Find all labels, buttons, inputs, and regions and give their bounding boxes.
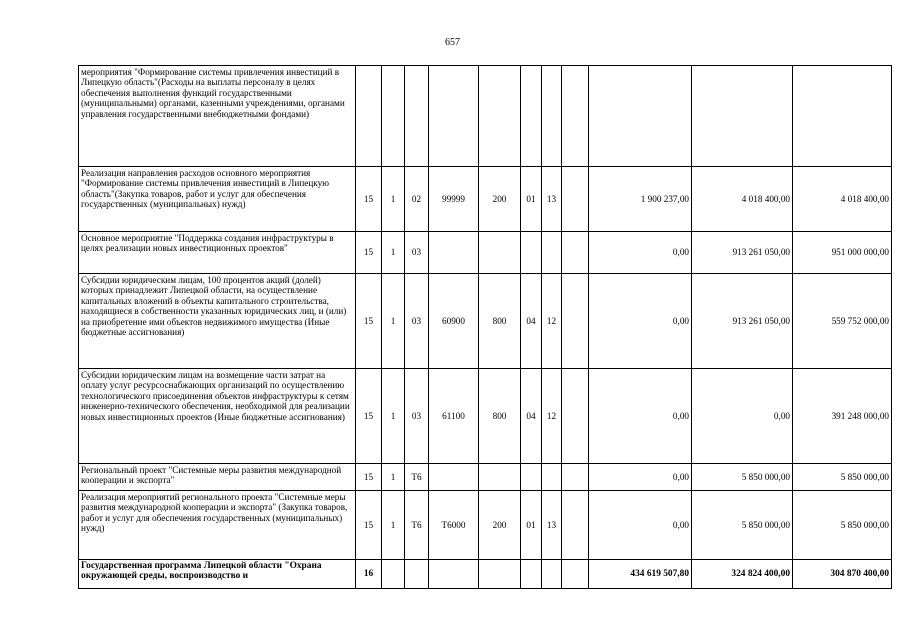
- code-cell: [562, 464, 589, 491]
- row-description: Региональный проект "Системные меры развития международной кооперации и экспорта": [79, 464, 356, 491]
- row-description: Субсидии юридическим лицам на возмещение части затрат на оплату услуг ресурсоснабжающих организаций по осуществлению технологического присоединения объектов инфраструктуры к сетям инженерно-технического обеспечения, необходимой для реализации новых инвестиционных проектов (Иные бюджетные ассигнования): [79, 369, 356, 464]
- code-cell: 15: [356, 491, 382, 560]
- row-description: Субсидии юридическим лицам, 100 процентов акций (долей) которых принадлежит Липецкой области, на осуществление капитальных вложений в объекты капитального строительства, находящиеся в собственности указанных юридических лиц, и (или) на приобретение ими объектов недвижимого имущества (Иные бюджетные ассигнования): [79, 274, 356, 369]
- amount-cell: 1 900 237,00: [589, 167, 692, 232]
- amount-cell: 5 850 000,00: [793, 464, 892, 491]
- code-cell: [542, 232, 562, 274]
- code-cell: 99999: [429, 167, 479, 232]
- table-row: [79, 274, 892, 369]
- row-description: Основное мероприятие "Поддержка создания инфраструктуры в целях реализации новых инвестиционных проектов": [79, 232, 356, 274]
- code-cell: [521, 232, 542, 274]
- row-description: Государственная программа Липецкой области "Охрана окружающей среды, воспроизводство и: [79, 560, 356, 589]
- code-cell: 15: [356, 232, 382, 274]
- table-row: [79, 491, 892, 560]
- code-cell: [405, 560, 429, 589]
- code-cell: [479, 66, 521, 167]
- code-cell: [562, 274, 589, 369]
- code-cell: [562, 167, 589, 232]
- amount-cell: 0,00: [589, 232, 692, 274]
- code-cell: [429, 464, 479, 491]
- code-cell: [562, 491, 589, 560]
- code-cell: 03: [405, 232, 429, 274]
- code-cell: 15: [356, 274, 382, 369]
- table-row: [79, 232, 892, 274]
- code-cell: [429, 66, 479, 167]
- code-cell: [479, 232, 521, 274]
- code-cell: 15: [356, 167, 382, 232]
- code-cell: 1: [382, 369, 405, 464]
- code-cell: [521, 560, 542, 589]
- amount-cell: 913 261 050,00: [692, 274, 793, 369]
- table-row: [79, 560, 892, 589]
- code-cell: [542, 66, 562, 167]
- amount-cell: 913 261 050,00: [692, 232, 793, 274]
- page-number: 657: [445, 37, 460, 48]
- amount-cell: 4 018 400,00: [692, 167, 793, 232]
- code-cell: [562, 369, 589, 464]
- code-cell: [405, 66, 429, 167]
- code-cell: 04: [521, 274, 542, 369]
- code-cell: 800: [479, 274, 521, 369]
- code-cell: [479, 464, 521, 491]
- code-cell: [521, 66, 542, 167]
- row-description: Реализация направления расходов основного мероприятия "Формирование системы привлечения инвестиций в Липецкую область"(Закупка товаров, работ и услуг для обеспечения государственных (муниципальных) нужд): [79, 167, 356, 232]
- code-cell: 15: [356, 369, 382, 464]
- code-cell: [429, 560, 479, 589]
- code-cell: 1: [382, 232, 405, 274]
- amount-cell: 434 619 507,80: [589, 560, 692, 589]
- code-cell: 01: [521, 491, 542, 560]
- code-cell: [382, 66, 405, 167]
- code-cell: 13: [542, 167, 562, 232]
- code-cell: T6000: [429, 491, 479, 560]
- code-cell: 12: [542, 369, 562, 464]
- code-cell: [382, 560, 405, 589]
- table-row: [79, 66, 892, 167]
- code-cell: 15: [356, 464, 382, 491]
- code-cell: T6: [405, 464, 429, 491]
- code-cell: 200: [479, 167, 521, 232]
- code-cell: 03: [405, 369, 429, 464]
- code-cell: 01: [521, 167, 542, 232]
- amount-cell: 0,00: [589, 491, 692, 560]
- row-description: мероприятия "Формирование системы привлечения инвестиций в Липецкую область"(Расходы на выплаты персоналу в целях обеспечения выполнения функций государственными (муниципальными) органами, казенными учреждениями, органами управления государственными внебюджетными фондами): [79, 66, 356, 167]
- amount-cell: 324 824 400,00: [692, 560, 793, 589]
- amount-cell: 5 850 000,00: [793, 491, 892, 560]
- code-cell: 02: [405, 167, 429, 232]
- amount-cell: [692, 66, 793, 167]
- code-cell: 03: [405, 274, 429, 369]
- amount-cell: 0,00: [589, 274, 692, 369]
- code-cell: 1: [382, 464, 405, 491]
- table-row: [79, 369, 892, 464]
- row-description: Реализация мероприятий регионального проекта "Системные меры развития международной кооперации и экспорта" (Закупка товаров, работ и услуг для обеспечения государственных (муниципальных) нужд): [79, 491, 356, 560]
- code-cell: 1: [382, 167, 405, 232]
- code-cell: 60900: [429, 274, 479, 369]
- amount-cell: [589, 66, 692, 167]
- code-cell: [542, 560, 562, 589]
- code-cell: 16: [356, 560, 382, 589]
- amount-cell: 0,00: [589, 464, 692, 491]
- code-cell: 61100: [429, 369, 479, 464]
- code-cell: 1: [382, 274, 405, 369]
- code-cell: 13: [542, 491, 562, 560]
- amount-cell: 5 850 000,00: [692, 464, 793, 491]
- amount-cell: 951 000 000,00: [793, 232, 892, 274]
- code-cell: [521, 464, 542, 491]
- code-cell: [562, 560, 589, 589]
- code-cell: [479, 560, 521, 589]
- code-cell: [562, 232, 589, 274]
- code-cell: [356, 66, 382, 167]
- amount-cell: 391 248 000,00: [793, 369, 892, 464]
- table-row: [79, 167, 892, 232]
- code-cell: 1: [382, 491, 405, 560]
- amount-cell: 4 018 400,00: [793, 167, 892, 232]
- code-cell: 04: [521, 369, 542, 464]
- table-row: [79, 464, 892, 491]
- code-cell: 800: [479, 369, 521, 464]
- amount-cell: 0,00: [589, 369, 692, 464]
- code-cell: T6: [405, 491, 429, 560]
- amount-cell: 559 752 000,00: [793, 274, 892, 369]
- code-cell: 12: [542, 274, 562, 369]
- code-cell: [562, 66, 589, 167]
- amount-cell: 304 870 400,00: [793, 560, 892, 589]
- amount-cell: [793, 66, 892, 167]
- budget-table: [78, 65, 892, 589]
- code-cell: [542, 464, 562, 491]
- code-cell: [429, 232, 479, 274]
- code-cell: 200: [479, 491, 521, 560]
- amount-cell: 5 850 000,00: [692, 491, 793, 560]
- amount-cell: 0,00: [692, 369, 793, 464]
